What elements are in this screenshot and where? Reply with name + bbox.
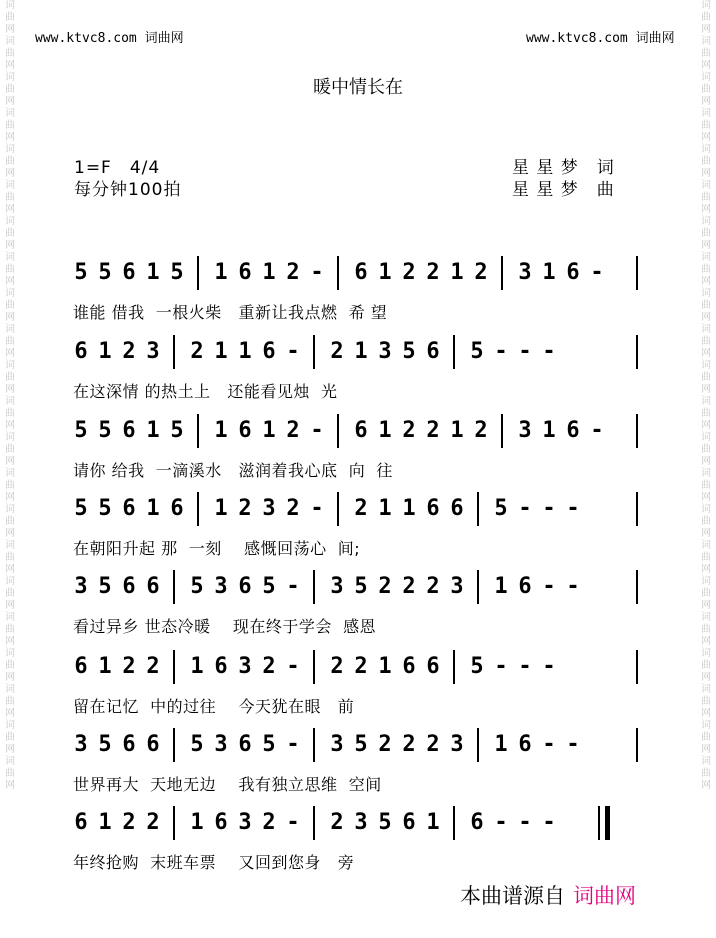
notes-row <box>0 650 716 690</box>
note: 5 <box>262 732 276 757</box>
note: 2 <box>190 339 204 364</box>
dash-note: - <box>542 574 556 599</box>
note: 1 <box>190 810 204 835</box>
dash-note: - <box>542 654 556 679</box>
watermark-text: 词曲网 <box>701 648 711 683</box>
watermark-text: 词曲网 <box>701 576 711 611</box>
note: 5 <box>98 732 112 757</box>
note: 6 <box>262 339 276 364</box>
note: 1 <box>378 418 392 443</box>
note: 5 <box>354 732 368 757</box>
dash-note: - <box>590 260 604 285</box>
barline <box>313 650 315 684</box>
note: 1 <box>214 418 228 443</box>
note: 3 <box>330 574 344 599</box>
dash-note: - <box>286 654 300 679</box>
watermark-text: 词曲网 <box>5 180 15 215</box>
watermark-text: 词曲网 <box>5 720 15 755</box>
note: 2 <box>354 654 368 679</box>
note: 6 <box>566 260 580 285</box>
barline <box>313 806 315 840</box>
barline-end <box>636 728 638 762</box>
dash-note: - <box>566 574 580 599</box>
dash-note: - <box>310 260 324 285</box>
note: 5 <box>98 496 112 521</box>
composer: 星 星 梦 曲 <box>512 180 615 200</box>
note: 6 <box>74 339 88 364</box>
note: 5 <box>470 339 484 364</box>
note: 6 <box>74 654 88 679</box>
note: 2 <box>426 574 440 599</box>
note: 3 <box>450 732 464 757</box>
dash-note: - <box>542 496 556 521</box>
note: 6 <box>170 496 184 521</box>
watermark-text: 词曲网 <box>5 108 15 143</box>
watermark-text: 词曲网 <box>5 612 15 647</box>
note: 2 <box>474 260 488 285</box>
note: 1 <box>146 496 160 521</box>
watermark-text: 词曲网 <box>701 0 711 35</box>
note: 6 <box>122 574 136 599</box>
dash-note: - <box>542 339 556 364</box>
note: 5 <box>98 260 112 285</box>
watermark-text: 词曲网 <box>701 540 711 575</box>
lyric-line: 在这深情 的热土上 还能看见烛 光 <box>73 382 338 401</box>
dash-note: - <box>286 574 300 599</box>
note: 2 <box>238 496 252 521</box>
dash-note: - <box>494 810 508 835</box>
lyric-line: 在朝阳升起 那 一刻 感慨回荡心 间; <box>73 539 361 558</box>
note: 1 <box>450 260 464 285</box>
note: 5 <box>98 574 112 599</box>
score-line <box>0 728 716 806</box>
watermark-text: 词曲网 <box>701 432 711 467</box>
lyric-line: 谁能 借我 一根火柴 重新让我点燃 希 望 <box>73 303 388 322</box>
note: 1 <box>98 339 112 364</box>
barline <box>337 256 339 290</box>
note: 1 <box>494 574 508 599</box>
note: 2 <box>286 496 300 521</box>
watermark-text: 词曲网 <box>701 108 711 143</box>
note: 6 <box>518 574 532 599</box>
note: 1 <box>146 418 160 443</box>
note: 6 <box>122 496 136 521</box>
watermark-text: 词曲网 <box>5 504 15 539</box>
barline <box>453 335 455 369</box>
note: 2 <box>330 339 344 364</box>
watermark-text: 词曲网 <box>701 720 711 755</box>
note: 6 <box>238 732 252 757</box>
note: 6 <box>146 732 160 757</box>
lyric-line: 留在记忆 中的过往 今天犹在眼 前 <box>73 697 355 716</box>
dash-note: - <box>518 339 532 364</box>
note: 3 <box>146 339 160 364</box>
watermark-text: 词曲网 <box>701 324 711 359</box>
barline <box>313 570 315 604</box>
note: 3 <box>262 496 276 521</box>
note: 3 <box>214 732 228 757</box>
note: 2 <box>402 732 416 757</box>
note: 2 <box>262 810 276 835</box>
note: 6 <box>518 732 532 757</box>
dash-note: - <box>542 810 556 835</box>
watermark-text: 词曲网 <box>5 540 15 575</box>
footer-site[interactable]: 词曲网 <box>573 884 636 908</box>
note: 1 <box>402 496 416 521</box>
note: 3 <box>214 574 228 599</box>
lyric-line: 世界再大 天地无边 我有独立思维 空间 <box>73 775 382 794</box>
dash-note: - <box>310 418 324 443</box>
note: 6 <box>354 260 368 285</box>
watermark-text: 词曲网 <box>5 144 15 179</box>
note: 1 <box>354 339 368 364</box>
watermark-text: 词曲网 <box>5 360 15 395</box>
notes-row <box>0 492 716 532</box>
dash-note: - <box>518 654 532 679</box>
key-signature: 1=F 4/4 <box>74 158 161 178</box>
score-line <box>0 806 716 884</box>
barline-end <box>636 256 638 290</box>
watermark-text: 词曲网 <box>701 684 711 719</box>
dash-note: - <box>494 654 508 679</box>
note: 2 <box>426 732 440 757</box>
note: 6 <box>566 418 580 443</box>
footer <box>460 880 636 910</box>
dash-note: - <box>494 339 508 364</box>
note: 2 <box>402 418 416 443</box>
watermark-text: 词曲网 <box>701 36 711 71</box>
note: 5 <box>170 260 184 285</box>
barline <box>453 806 455 840</box>
watermark-text: 词曲网 <box>701 504 711 539</box>
watermark-text: 词曲网 <box>701 252 711 287</box>
barline-end <box>636 335 638 369</box>
note: 6 <box>402 654 416 679</box>
note: 2 <box>402 260 416 285</box>
url-right[interactable]: www.ktvc8.com 词曲网 <box>526 31 675 46</box>
barline-end <box>636 570 638 604</box>
watermark-text: 词曲网 <box>701 612 711 647</box>
dash-note: - <box>518 810 532 835</box>
score-line <box>0 570 716 648</box>
note: 1 <box>450 418 464 443</box>
note: 2 <box>426 418 440 443</box>
dash-note: - <box>566 732 580 757</box>
note: 6 <box>470 810 484 835</box>
note: 6 <box>450 496 464 521</box>
note: 6 <box>122 260 136 285</box>
watermark-text: 词曲网 <box>5 684 15 719</box>
note: 1 <box>378 260 392 285</box>
note: 5 <box>190 732 204 757</box>
watermark-text: 词曲网 <box>5 216 15 251</box>
note: 2 <box>354 496 368 521</box>
note: 1 <box>214 339 228 364</box>
note: 2 <box>402 574 416 599</box>
watermark-text: 词曲网 <box>701 72 711 107</box>
note: 6 <box>238 260 252 285</box>
watermark-text: 词曲网 <box>701 756 711 791</box>
barline <box>477 728 479 762</box>
watermark-text: 词曲网 <box>701 360 711 395</box>
note: 3 <box>518 418 532 443</box>
note: 2 <box>146 810 160 835</box>
note: 2 <box>378 574 392 599</box>
watermark-text: 词曲网 <box>5 396 15 431</box>
note: 6 <box>146 574 160 599</box>
barline <box>197 414 199 448</box>
note: 6 <box>122 732 136 757</box>
note: 3 <box>74 574 88 599</box>
note: 3 <box>450 574 464 599</box>
watermark-text: 词曲网 <box>5 324 15 359</box>
dash-note: - <box>286 732 300 757</box>
score-line <box>0 492 716 570</box>
score-line <box>0 256 716 334</box>
barline <box>337 414 339 448</box>
note: 1 <box>214 496 228 521</box>
watermark-text: 词曲网 <box>701 396 711 431</box>
note: 1 <box>494 732 508 757</box>
notes-row <box>0 256 716 296</box>
note: 1 <box>542 260 556 285</box>
dash-note: - <box>590 418 604 443</box>
notes-row <box>0 728 716 768</box>
watermark-text: 词曲网 <box>5 72 15 107</box>
note: 6 <box>122 418 136 443</box>
note: 3 <box>354 810 368 835</box>
footer-source: 本曲谱源自 <box>460 884 565 908</box>
notes-row <box>0 806 716 846</box>
lyric-line: 年终抢购 末班车票 又回到您身 旁 <box>73 853 355 872</box>
watermark-text: 词曲网 <box>5 756 15 791</box>
barline <box>501 414 503 448</box>
note: 1 <box>238 339 252 364</box>
watermark-text: 词曲网 <box>5 432 15 467</box>
note: 1 <box>98 654 112 679</box>
barline <box>337 492 339 526</box>
watermark-text: 词曲网 <box>5 576 15 611</box>
note: 6 <box>238 418 252 443</box>
song-title: 暖中情长在 <box>313 77 403 98</box>
barline <box>197 256 199 290</box>
note: 2 <box>122 339 136 364</box>
note: 1 <box>542 418 556 443</box>
barline <box>173 335 175 369</box>
note: 5 <box>470 654 484 679</box>
dash-note: - <box>286 339 300 364</box>
barline-end <box>636 650 638 684</box>
note: 5 <box>190 574 204 599</box>
score-line <box>0 414 716 492</box>
note: 6 <box>214 654 228 679</box>
score-line <box>0 335 716 413</box>
note: 5 <box>170 418 184 443</box>
barline <box>173 650 175 684</box>
notes-row <box>0 570 716 610</box>
watermark-text: 词曲网 <box>5 0 15 35</box>
note: 5 <box>74 496 88 521</box>
dash-note: - <box>286 810 300 835</box>
note: 3 <box>518 260 532 285</box>
note: 1 <box>262 260 276 285</box>
note: 5 <box>74 418 88 443</box>
note: 5 <box>74 260 88 285</box>
note: 1 <box>146 260 160 285</box>
final-barline <box>605 806 610 840</box>
note: 5 <box>354 574 368 599</box>
dash-note: - <box>518 496 532 521</box>
barline <box>173 806 175 840</box>
barline <box>477 492 479 526</box>
barline <box>501 256 503 290</box>
dash-note: - <box>566 496 580 521</box>
barline <box>173 570 175 604</box>
barline-end <box>636 492 638 526</box>
barline <box>477 570 479 604</box>
note: 6 <box>426 654 440 679</box>
note: 1 <box>378 496 392 521</box>
url-left[interactable]: www.ktvc8.com 词曲网 <box>35 31 184 46</box>
watermark-text: 词曲网 <box>5 252 15 287</box>
note: 1 <box>262 418 276 443</box>
note: 2 <box>122 654 136 679</box>
note: 6 <box>214 810 228 835</box>
note: 2 <box>262 654 276 679</box>
note: 2 <box>286 260 300 285</box>
note: 3 <box>238 654 252 679</box>
note: 5 <box>402 339 416 364</box>
dash-note: - <box>542 732 556 757</box>
barline <box>453 650 455 684</box>
lyric-line: 请你 给我 一滴溪水 滋润着我心底 向 往 <box>73 461 393 480</box>
note: 5 <box>262 574 276 599</box>
barline-end <box>636 414 638 448</box>
barline <box>197 492 199 526</box>
watermark-text: 词曲网 <box>701 144 711 179</box>
note: 2 <box>330 810 344 835</box>
tempo: 每分钟100拍 <box>74 180 182 200</box>
note: 2 <box>426 260 440 285</box>
watermark-text: 词曲网 <box>5 36 15 71</box>
lyric-line: 看过异乡 世态冷暖 现在终于学会 感恩 <box>73 617 377 636</box>
note: 5 <box>98 418 112 443</box>
note: 1 <box>378 654 392 679</box>
barline <box>313 335 315 369</box>
note: 2 <box>122 810 136 835</box>
note: 1 <box>190 654 204 679</box>
note: 2 <box>378 732 392 757</box>
watermark-text: 词曲网 <box>701 180 711 215</box>
note: 6 <box>402 810 416 835</box>
notes-row <box>0 414 716 454</box>
note: 2 <box>330 654 344 679</box>
watermark-text: 词曲网 <box>5 648 15 683</box>
note: 5 <box>378 810 392 835</box>
score-line <box>0 650 716 728</box>
note: 1 <box>98 810 112 835</box>
watermark-text: 词曲网 <box>701 468 711 503</box>
watermark-text: 词曲网 <box>5 468 15 503</box>
note: 2 <box>146 654 160 679</box>
barline <box>173 728 175 762</box>
note: 6 <box>74 810 88 835</box>
note: 3 <box>378 339 392 364</box>
note: 3 <box>330 732 344 757</box>
note: 3 <box>238 810 252 835</box>
lyricist: 星 星 梦 词 <box>512 158 615 178</box>
barline <box>313 728 315 762</box>
note: 6 <box>426 339 440 364</box>
watermark-text: 词曲网 <box>5 288 15 323</box>
note: 2 <box>286 418 300 443</box>
watermark-text: 词曲网 <box>701 216 711 251</box>
note: 5 <box>494 496 508 521</box>
note: 6 <box>354 418 368 443</box>
watermark-text: 词曲网 <box>701 288 711 323</box>
note: 1 <box>214 260 228 285</box>
note: 6 <box>238 574 252 599</box>
note: 1 <box>426 810 440 835</box>
barline-end <box>598 806 600 840</box>
notes-row <box>0 335 716 375</box>
note: 3 <box>74 732 88 757</box>
dash-note: - <box>310 496 324 521</box>
note: 2 <box>474 418 488 443</box>
note: 6 <box>426 496 440 521</box>
